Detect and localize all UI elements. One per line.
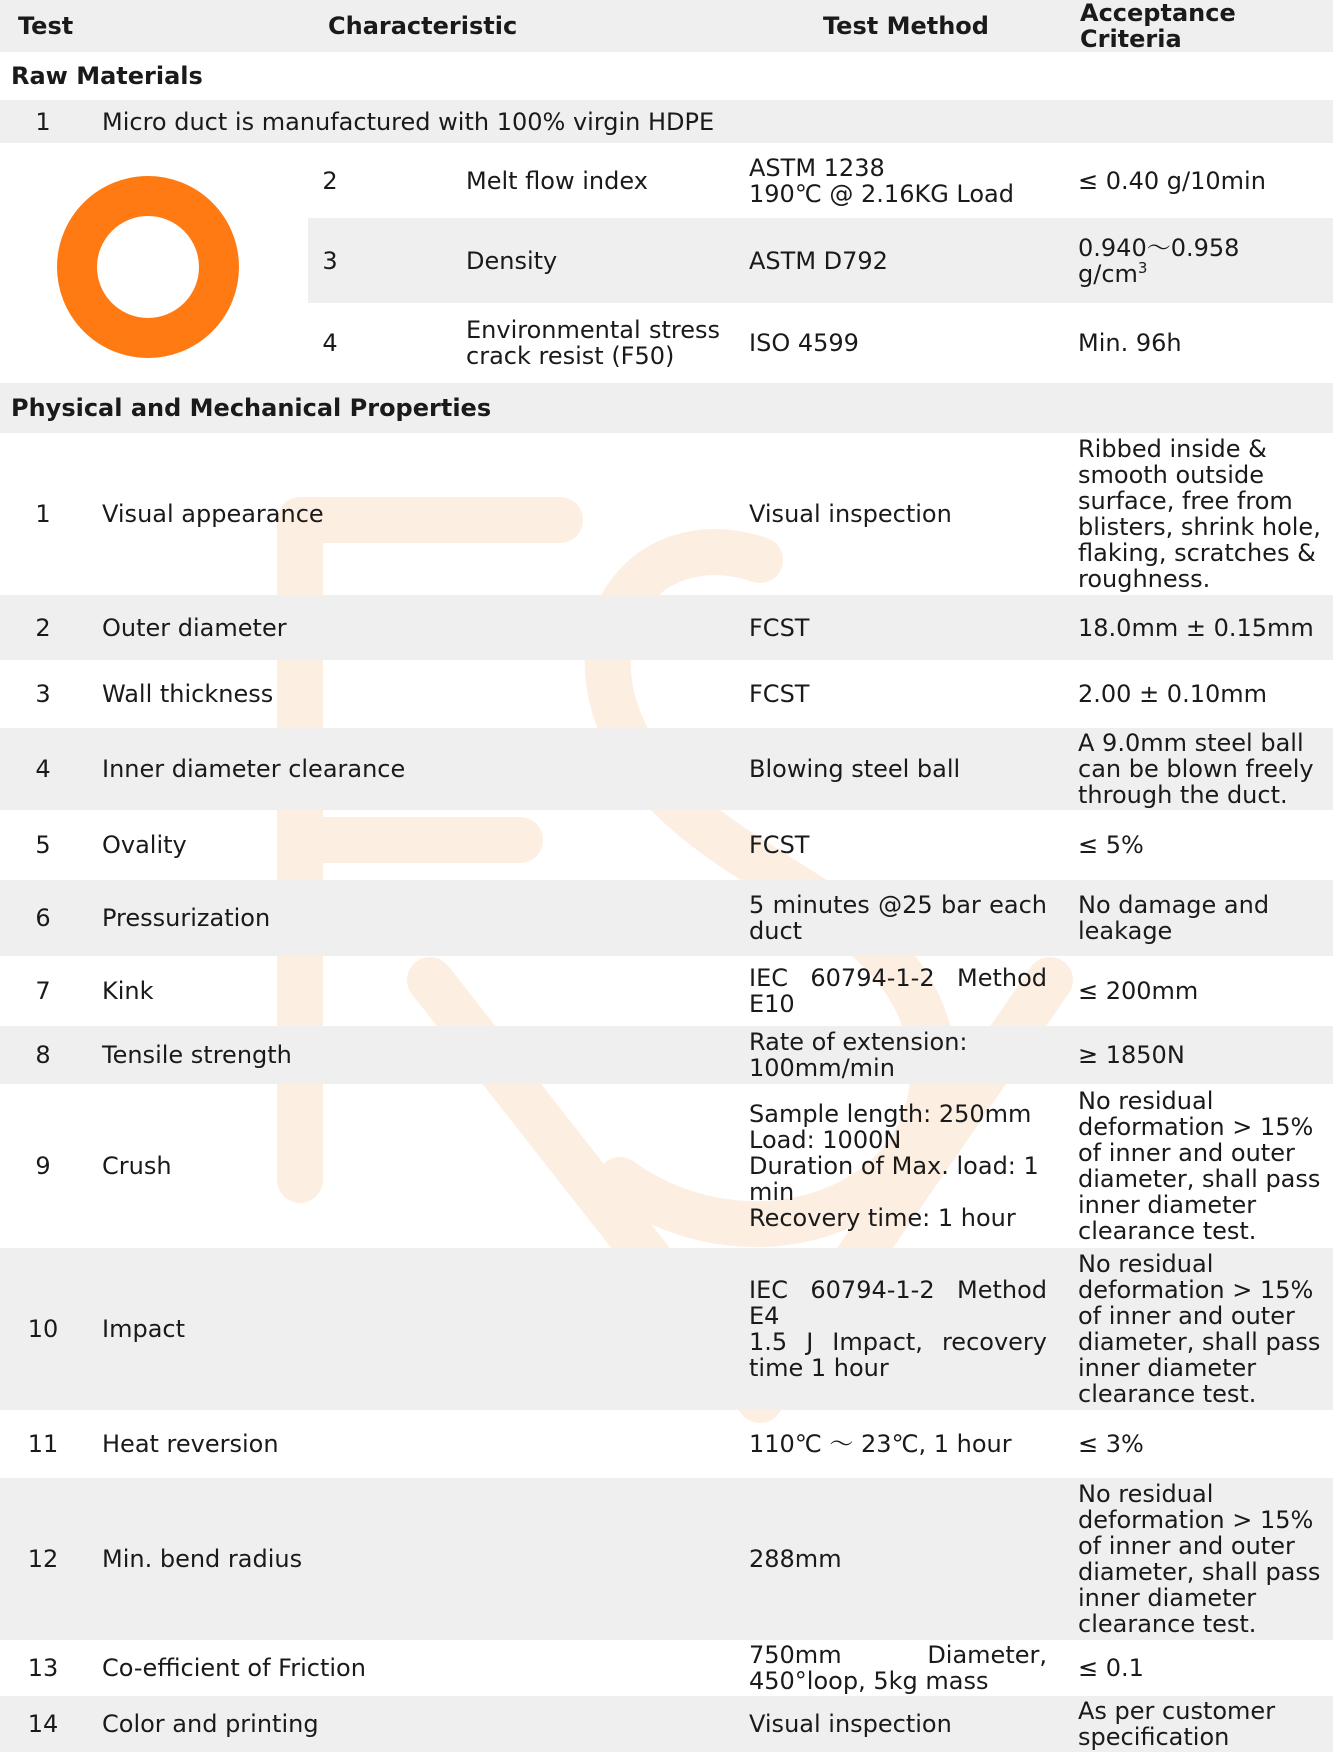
row-test-number: 12 xyxy=(27,1545,59,1573)
row-test-method: IEC 60794-1-2 Method E4 1.5 J Impact, recovery time 1 hour xyxy=(749,1276,1047,1382)
row-test-number: 13 xyxy=(27,1654,59,1682)
table-row xyxy=(0,728,1333,810)
row-test-method: FCST xyxy=(749,680,810,708)
row-acceptance-criteria: As per customer specification xyxy=(1078,1697,1276,1751)
section-physical-mechanical xyxy=(0,383,1333,433)
row-acceptance-criteria: ≤ 0.1 xyxy=(1078,1654,1144,1682)
row-characteristic: Pressurization xyxy=(102,904,271,932)
row-test-number: 3 xyxy=(322,246,338,275)
row-test-method: ISO 4599 xyxy=(749,329,859,357)
row-acceptance-criteria: ≤ 5% xyxy=(1078,831,1144,859)
row-acceptance-criteria: Ribbed inside & smooth outside surface, free from blisters, shrink hole, flaking, scratches & roughness. xyxy=(1078,435,1321,593)
row-acceptance-criteria: No damage and leakage xyxy=(1078,891,1270,945)
row-test-number: 7 xyxy=(35,977,51,1005)
table-row xyxy=(0,660,1333,728)
row-characteristic: Color and printing xyxy=(102,1710,319,1738)
row-acceptance-criteria: ≤ 3% xyxy=(1078,1430,1144,1458)
section-title: Physical and Mechanical Properties xyxy=(11,394,492,422)
table-row xyxy=(0,1084,1333,1248)
row-test-method: ASTM D792 xyxy=(749,246,888,275)
table-row xyxy=(0,143,1333,218)
section-raw-materials xyxy=(0,52,1333,100)
row-acceptance-criteria: 2.00 ± 0.10mm xyxy=(1078,680,1267,708)
table-row xyxy=(0,1248,1333,1410)
row-test-number: 6 xyxy=(35,904,51,932)
row-test-number: 10 xyxy=(27,1315,59,1343)
row-test-method: Visual inspection xyxy=(749,1710,952,1738)
header-characteristic: Characteristic xyxy=(328,12,518,40)
table-row xyxy=(0,1640,1333,1696)
row-acceptance-criteria: 0.940～0.958 $g/cm^3$ xyxy=(1078,233,1240,288)
row-characteristic: Micro duct is manufactured with 100% virgin HDPE xyxy=(102,107,715,136)
row-characteristic: Density xyxy=(466,246,558,275)
row-test-method: Rate of extension: 100mm/min xyxy=(749,1028,968,1082)
row-characteristic: Outer diameter xyxy=(102,613,287,642)
row-characteristic: Inner diameter clearance xyxy=(102,755,406,783)
row-acceptance-criteria: ≤ 0.40 g/10min xyxy=(1078,166,1266,195)
row-acceptance-criteria: ≤ 200mm xyxy=(1078,977,1199,1005)
row-acceptance-criteria: No residual deformation > 15% of inner and outer diameter, shall pass inner diameter clearance test. xyxy=(1078,1087,1321,1245)
table-row xyxy=(0,1410,1333,1478)
row-acceptance-criteria: 18.0mm ± 0.15mm xyxy=(1078,613,1314,642)
table-row xyxy=(308,218,1333,303)
row-test-number: 4 xyxy=(322,329,338,357)
row-test-method: FCST xyxy=(749,613,810,642)
row-characteristic: Impact xyxy=(102,1315,186,1343)
row-test-method: 5 minutes @25 bar each duct xyxy=(749,891,1047,945)
table-row xyxy=(0,303,1333,383)
row-test-number: 8 xyxy=(35,1041,51,1069)
row-test-method: ASTM 1238 190℃ @ 2.16KG Load xyxy=(749,153,1014,208)
row-test-number: 5 xyxy=(35,831,51,859)
row-test-number: 2 xyxy=(35,613,51,642)
row-test-number: 11 xyxy=(27,1430,59,1458)
row-characteristic: Melt flow index xyxy=(466,166,648,195)
row-test-method: IEC 60794-1-2 Method E10 xyxy=(749,964,1047,1018)
section-title: Raw Materials xyxy=(11,62,203,90)
header-test-method: Test Method xyxy=(823,12,989,40)
row-test-method: FCST xyxy=(749,831,810,859)
row-test-number: 1 xyxy=(35,107,51,136)
row-characteristic: Crush xyxy=(102,1152,172,1180)
row-test-method: Visual inspection xyxy=(749,500,952,528)
row-test-number: 9 xyxy=(35,1152,51,1180)
row-characteristic: Co-efficient of Friction xyxy=(102,1654,366,1682)
row-test-method: Sample length: 250mm Load: 1000N Duration of Max. load: 1 min Recovery time: 1 hour xyxy=(749,1100,1039,1232)
row-test-number: 14 xyxy=(27,1710,59,1738)
row-test-number: 2 xyxy=(322,166,338,195)
table-row xyxy=(0,956,1333,1026)
row-characteristic: Heat reversion xyxy=(102,1430,279,1458)
row-test-number: 1 xyxy=(35,500,51,528)
row-acceptance-criteria: No residual deformation > 15% of inner and outer diameter, shall pass inner diameter clearance test. xyxy=(1078,1250,1321,1408)
table-row xyxy=(0,100,1333,143)
table-row xyxy=(0,1696,1333,1752)
row-acceptance-criteria: Min. 96h xyxy=(1078,329,1182,357)
table-row xyxy=(0,433,1333,595)
row-test-method: 750mm Diameter, 450°loop, 5kg mass xyxy=(749,1641,1047,1695)
row-test-method: 110℃ ～ 23℃, 1 hour xyxy=(749,1430,1012,1458)
header-test: Test xyxy=(18,12,74,40)
table-row xyxy=(0,595,1333,660)
superscript: 3 xyxy=(1137,258,1148,277)
row-characteristic: Ovality xyxy=(102,831,187,859)
row-characteristic: Tensile strength xyxy=(102,1041,292,1069)
row-acceptance-criteria: No residual deformation > 15% of inner and outer diameter, shall pass inner diameter clearance test. xyxy=(1078,1480,1321,1638)
row-test-number: 3 xyxy=(35,680,51,708)
table-row xyxy=(0,880,1333,956)
row-acceptance-criteria: A 9.0mm steel ball can be blown freely through the duct. xyxy=(1078,729,1314,809)
row-test-number: 4 xyxy=(35,755,51,783)
table-header xyxy=(0,0,1333,52)
row-acceptance-criteria: ≥ 1850N xyxy=(1078,1041,1185,1069)
row-characteristic: Visual appearance xyxy=(102,500,324,528)
table-row xyxy=(0,1026,1333,1084)
row-characteristic: Min. bend radius xyxy=(102,1545,303,1573)
header-acceptance-criteria: Acceptance Criteria xyxy=(1080,0,1236,53)
row-test-method: Blowing steel ball xyxy=(749,755,961,783)
row-characteristic: Wall thickness xyxy=(102,680,274,708)
row-test-method: 288mm xyxy=(749,1545,842,1573)
row-characteristic: Environmental stress crack resist (F50) xyxy=(466,316,720,370)
table-row xyxy=(0,810,1333,880)
table-row xyxy=(0,1478,1333,1640)
row-characteristic: Kink xyxy=(102,977,154,1005)
